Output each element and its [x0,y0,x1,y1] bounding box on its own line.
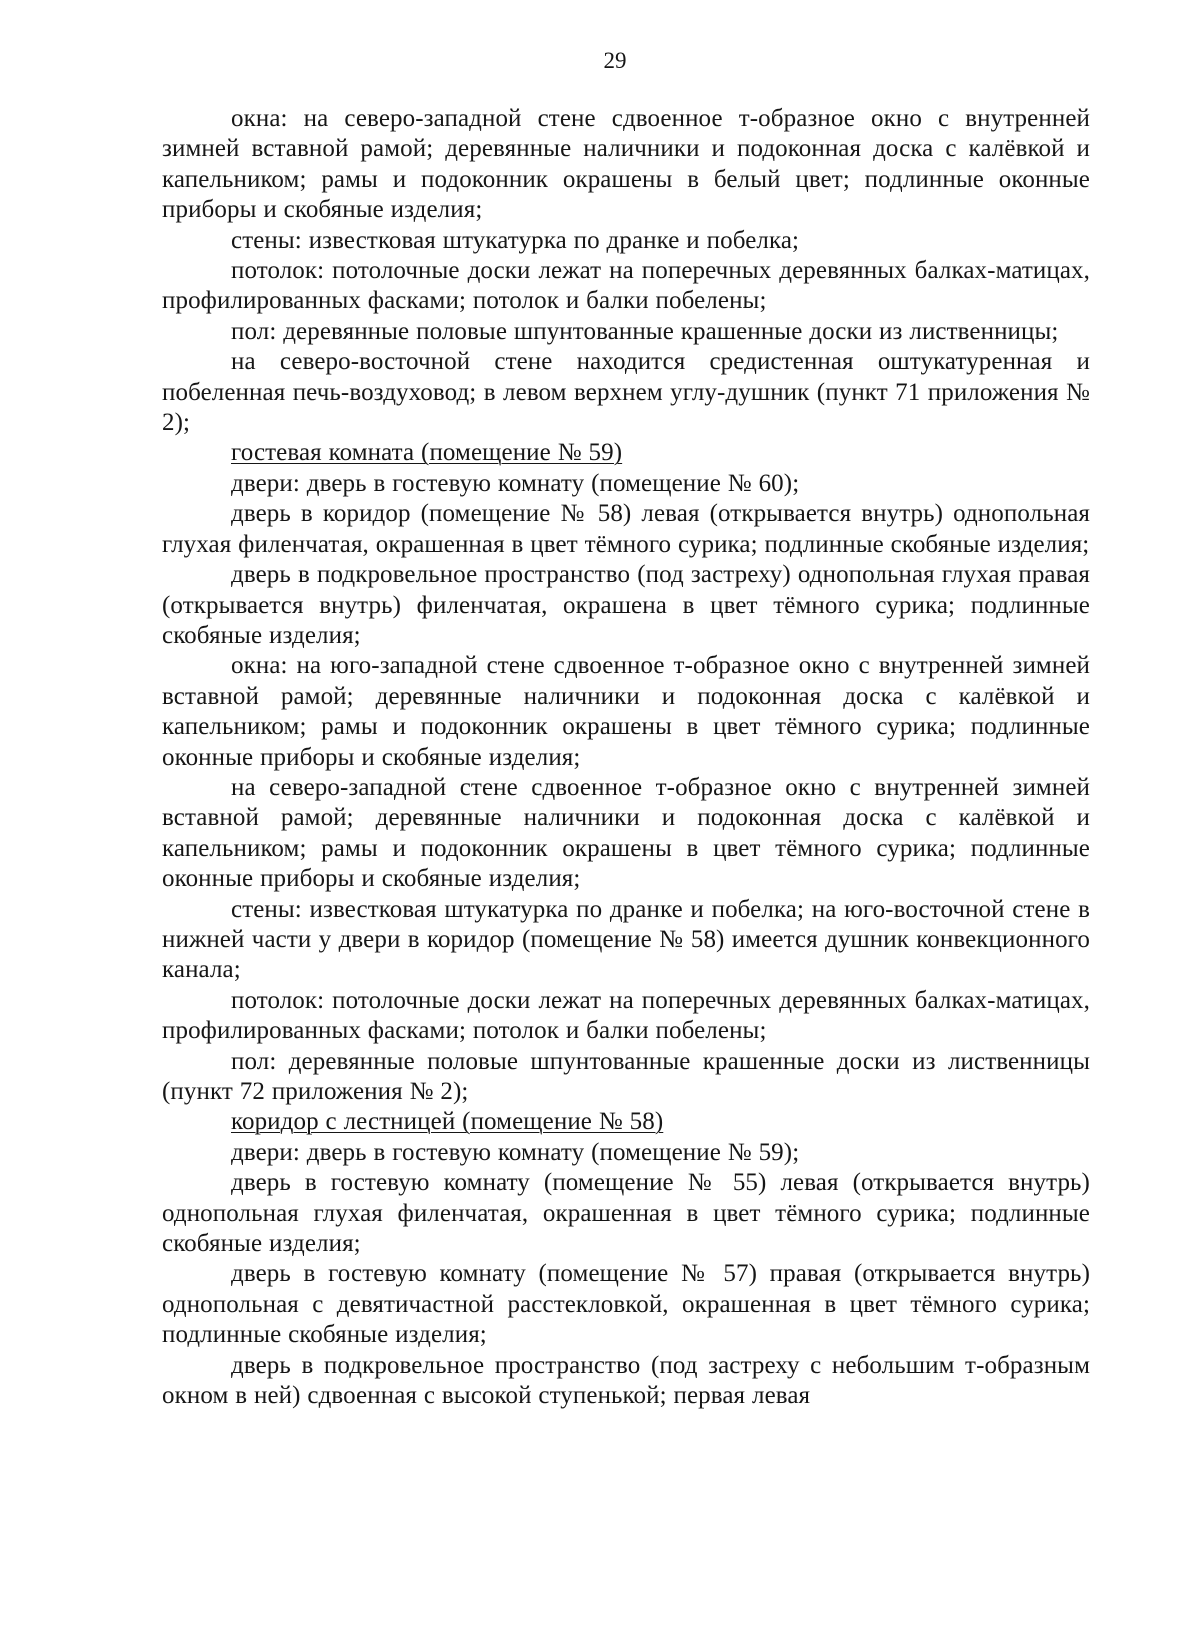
paragraph: стены: известковая штукатурка по дранке и побелка; на юго-восточной стене в нижней части у двери в коридор (помещение № 58) имеется душник конвекционного канала; [162,895,1090,984]
page-number: 29 [603,48,627,73]
paragraph: дверь в подкровельное пространство (под застреху с небольшим т-образным окном в ней) сдвоенная с высокой ступенькой; первая левая [162,1351,1090,1410]
paragraph: стены: известковая штукатурка по дранке и побелка; [231,226,800,254]
paragraph: потолок: потолочные доски лежат на поперечных деревянных балках-матицах, профилированных фасками; потолок и балки побелены; [162,986,1090,1045]
paragraph: на северо-восточной стене находится средистенная оштукатуренная и побеленная печь-воздуховод; в левом верхнем углу-душник (пункт 71 приложения № 2); [162,348,1090,437]
paragraph: двери: дверь в гостевую комнату (помещение № 59); [231,1138,800,1166]
paragraph: дверь в подкровельное пространство (под застреху) однопольная глухая правая (открывается внутрь) филенчатая, окрашена в цвет тёмного сурика; подлинные скобяные изделия; [162,561,1090,649]
document-body [162,104,1090,1411]
paragraph: на северо-западной стене сдвоенное т-образное окно с внутренней зимней вставной рамой; деревянные наличники и подоконная доска с калёвкой и капельником; рамы и подоконник окрашены в цвет тёмного сурика; подлинные оконные приборы и скобяные изделия; [162,773,1090,893]
paragraph: пол: деревянные половые шпунтованные крашенные доски из лиственницы; [231,317,1059,345]
section-heading [162,438,1090,468]
paragraph: дверь в гостевую комнату (помещение № 57) правая (открывается внутрь) однопольная с девятичастной расстекловкой, окрашенная в цвет тёмного сурика; подлинные скобяные изделия; [162,1260,1090,1349]
section-heading [162,1107,1090,1137]
section-heading-text: гостевая комната (помещение № 59) [231,439,623,467]
paragraph: двери: дверь в гостевую комнату (помещение № 60); [231,469,800,497]
paragraph: окна: на северо-западной стене сдвоенное т-образное окно с внутренней зимней вставной рамой; деревянные наличники и подоконная доска с калёвкой и капельником; рамы и подоконник окрашены в белый цвет; подлинные оконные приборы и скобяные изделия; [162,105,1090,224]
paragraph: дверь в гостевую комнату (помещение № 55) левая (открывается внутрь) однопольная глухая филенчатая, окрашенная в цвет тёмного сурика; подлинные скобяные изделия; [162,1169,1090,1258]
section-heading-text: коридор с лестницей (помещение № 58) [231,1108,664,1136]
paragraph: дверь в коридор (помещение № 58) левая (открывается внутрь) однопольная глухая филенчатая, окрашенная в цвет тёмного сурика; подлинные скобяные изделия; [162,500,1090,558]
paragraph: пол: деревянные половые шпунтованные крашенные доски из лиственницы (пункт 72 приложения № 2); [162,1047,1090,1105]
paragraph: потолок: потолочные доски лежат на поперечных деревянных балках-матицах, профилированных фасками; потолок и балки побелены; [162,257,1090,315]
paragraph: окна: на юго-западной стене сдвоенное т-образное окно с внутренней зимней вставной рамой; деревянные наличники и подоконная доска с калёвкой и капельником; рамы и подоконник окрашены в цвет тёмного сурика; подлинные оконные приборы и скобяные изделия; [162,652,1090,771]
